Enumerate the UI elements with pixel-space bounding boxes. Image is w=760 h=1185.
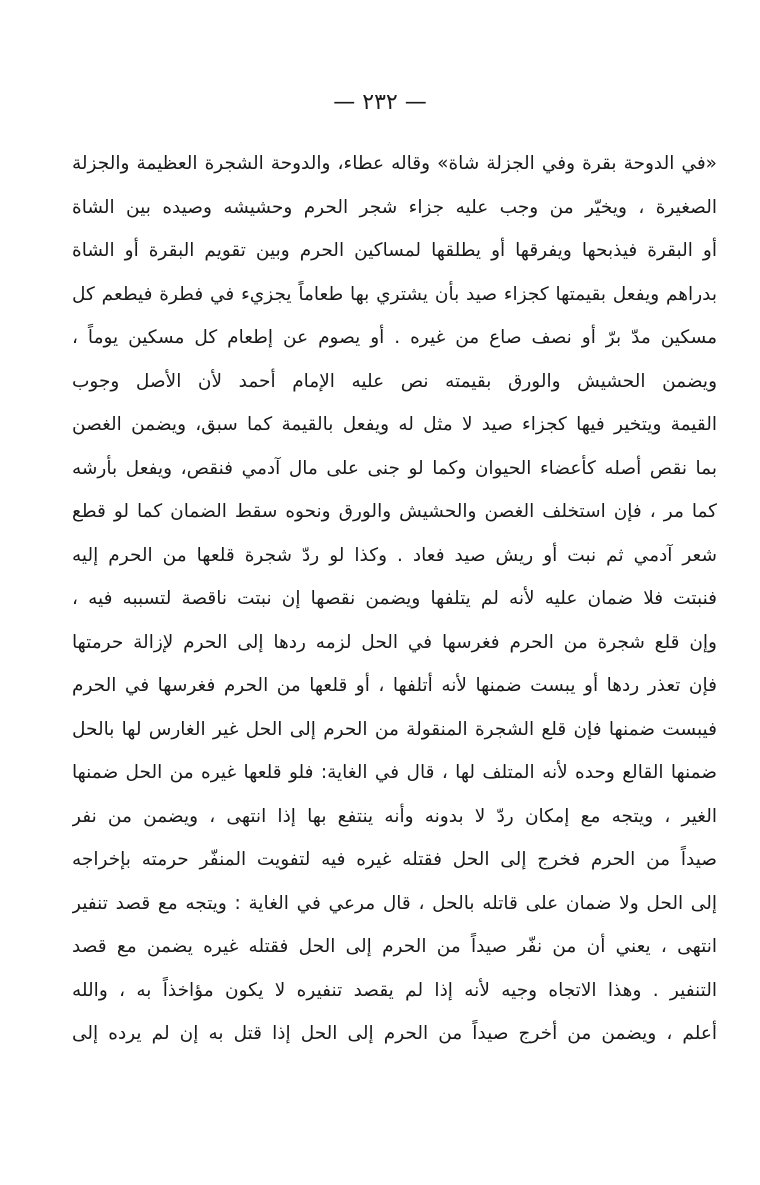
- text-line: صيداً من الحرم فخرج إلى الحل فقتله غيره فيه لتفويت المنفّر حرمته بإخراجه: [72, 849, 717, 870]
- text-line: الغير ، ويتجه مع إمكان ردّ لا بدونه وأنه ينتفع بها إذا انتهى ، ويضمن من نفر: [72, 805, 717, 827]
- body-text: [72, 142, 717, 1056]
- text-line: القيمة ويتخير فيها كجزاء صيد لا مثل له ويفعل بالقيمة كما سبق، ويضمن الغصن: [72, 414, 717, 435]
- text-line: أو البقرة فيذبحها ويفرقها أو يطلقها لمساكين الحرم وبين تقويم البقرة أو الشاة: [72, 240, 717, 261]
- text-line: مسكين مدّ برّ أو نصف صاع من غيره . أو يصوم عن إطعام كل مسكين يوماً ،: [72, 327, 717, 348]
- text-line: ضمنها القالع وحده لأنه المتلف لها ، قال في الغاية: فلو قلعها غيره من الحل ضمنها: [72, 762, 717, 783]
- text-line: ويضمن الحشيش والورق بقيمته نص عليه الإمام أحمد لأن الأصل وجوب: [72, 370, 717, 392]
- text-line: فإن تعذر ردها أو يبست ضمنها لأنه أتلفها ، أو قلعها من الحرم فغرسها في الحرم: [72, 675, 717, 696]
- text-line: كما مر ، فإن استخلف الغصن والحشيش والورق ونحوه سقط الضمان كما لو قطع: [72, 501, 717, 522]
- text-line: الصغيرة ، ويخيّر من وجب عليه جزاء شجر الحرم وحشيشه وصيده بين الشاة: [72, 196, 717, 218]
- text-line: وإن قلع شجرة من الحرم فغرسها في الحل لزمه ردها إلى الحرم لإزالة حرمتها: [72, 631, 717, 653]
- page-number: — ٢٣٢ —: [333, 90, 427, 115]
- text-line: فيبست ضمنها فإن قلع الشجرة المنقولة من الحرم إلى الحل غير الغارس لها بالحل: [72, 718, 717, 740]
- text-line: شعر آدمي ثم نبت أو ريش صيد فعاد . وكذا لو ردّ شجرة قلعها من الحرم إليه: [72, 544, 717, 566]
- text-line: فنبتت فلا ضمان عليه لأنه لم يتلفها ويضمن نقصها إن نبتت ناقصة لتسببه فيه ،: [72, 588, 717, 609]
- text-line: انتهى ، يعني أن من نفّر صيداً من الحرم إلى الحل فقتله غيره يضمن مع قصد: [72, 936, 717, 957]
- text-line: «في الدوحة بقرة وفي الجزلة شاة» وقاله عطاء، والدوحة الشجرة العظيمة والجزلة: [72, 153, 717, 174]
- text-line: بما نقص أصله كأعضاء الحيوان وكما لو جنى على مال آدمي فنقص، ويفعل بأرشه: [72, 457, 717, 479]
- text-line: أعلم ، ويضمن من أخرج صيداً من الحرم إلى الحل إذا قتل به إن لم يرده إلى: [72, 1023, 717, 1044]
- text-line: إلى الحل ولا ضمان على قاتله بالحل ، قال مرعي في الغاية : ويتجه مع قصد تنفير: [72, 892, 717, 914]
- text-line: بدراهم ويفعل بقيمتها كجزاء صيد بأن يشتري بها طعاماً يجزيء في فطرة فيطعم كل: [72, 283, 717, 305]
- text-line: التنفير . وهذا الاتجاه وجيه لأنه إذا لم يقصد تنفيره لا يكون مؤاخذاً به ، والله: [72, 979, 717, 1001]
